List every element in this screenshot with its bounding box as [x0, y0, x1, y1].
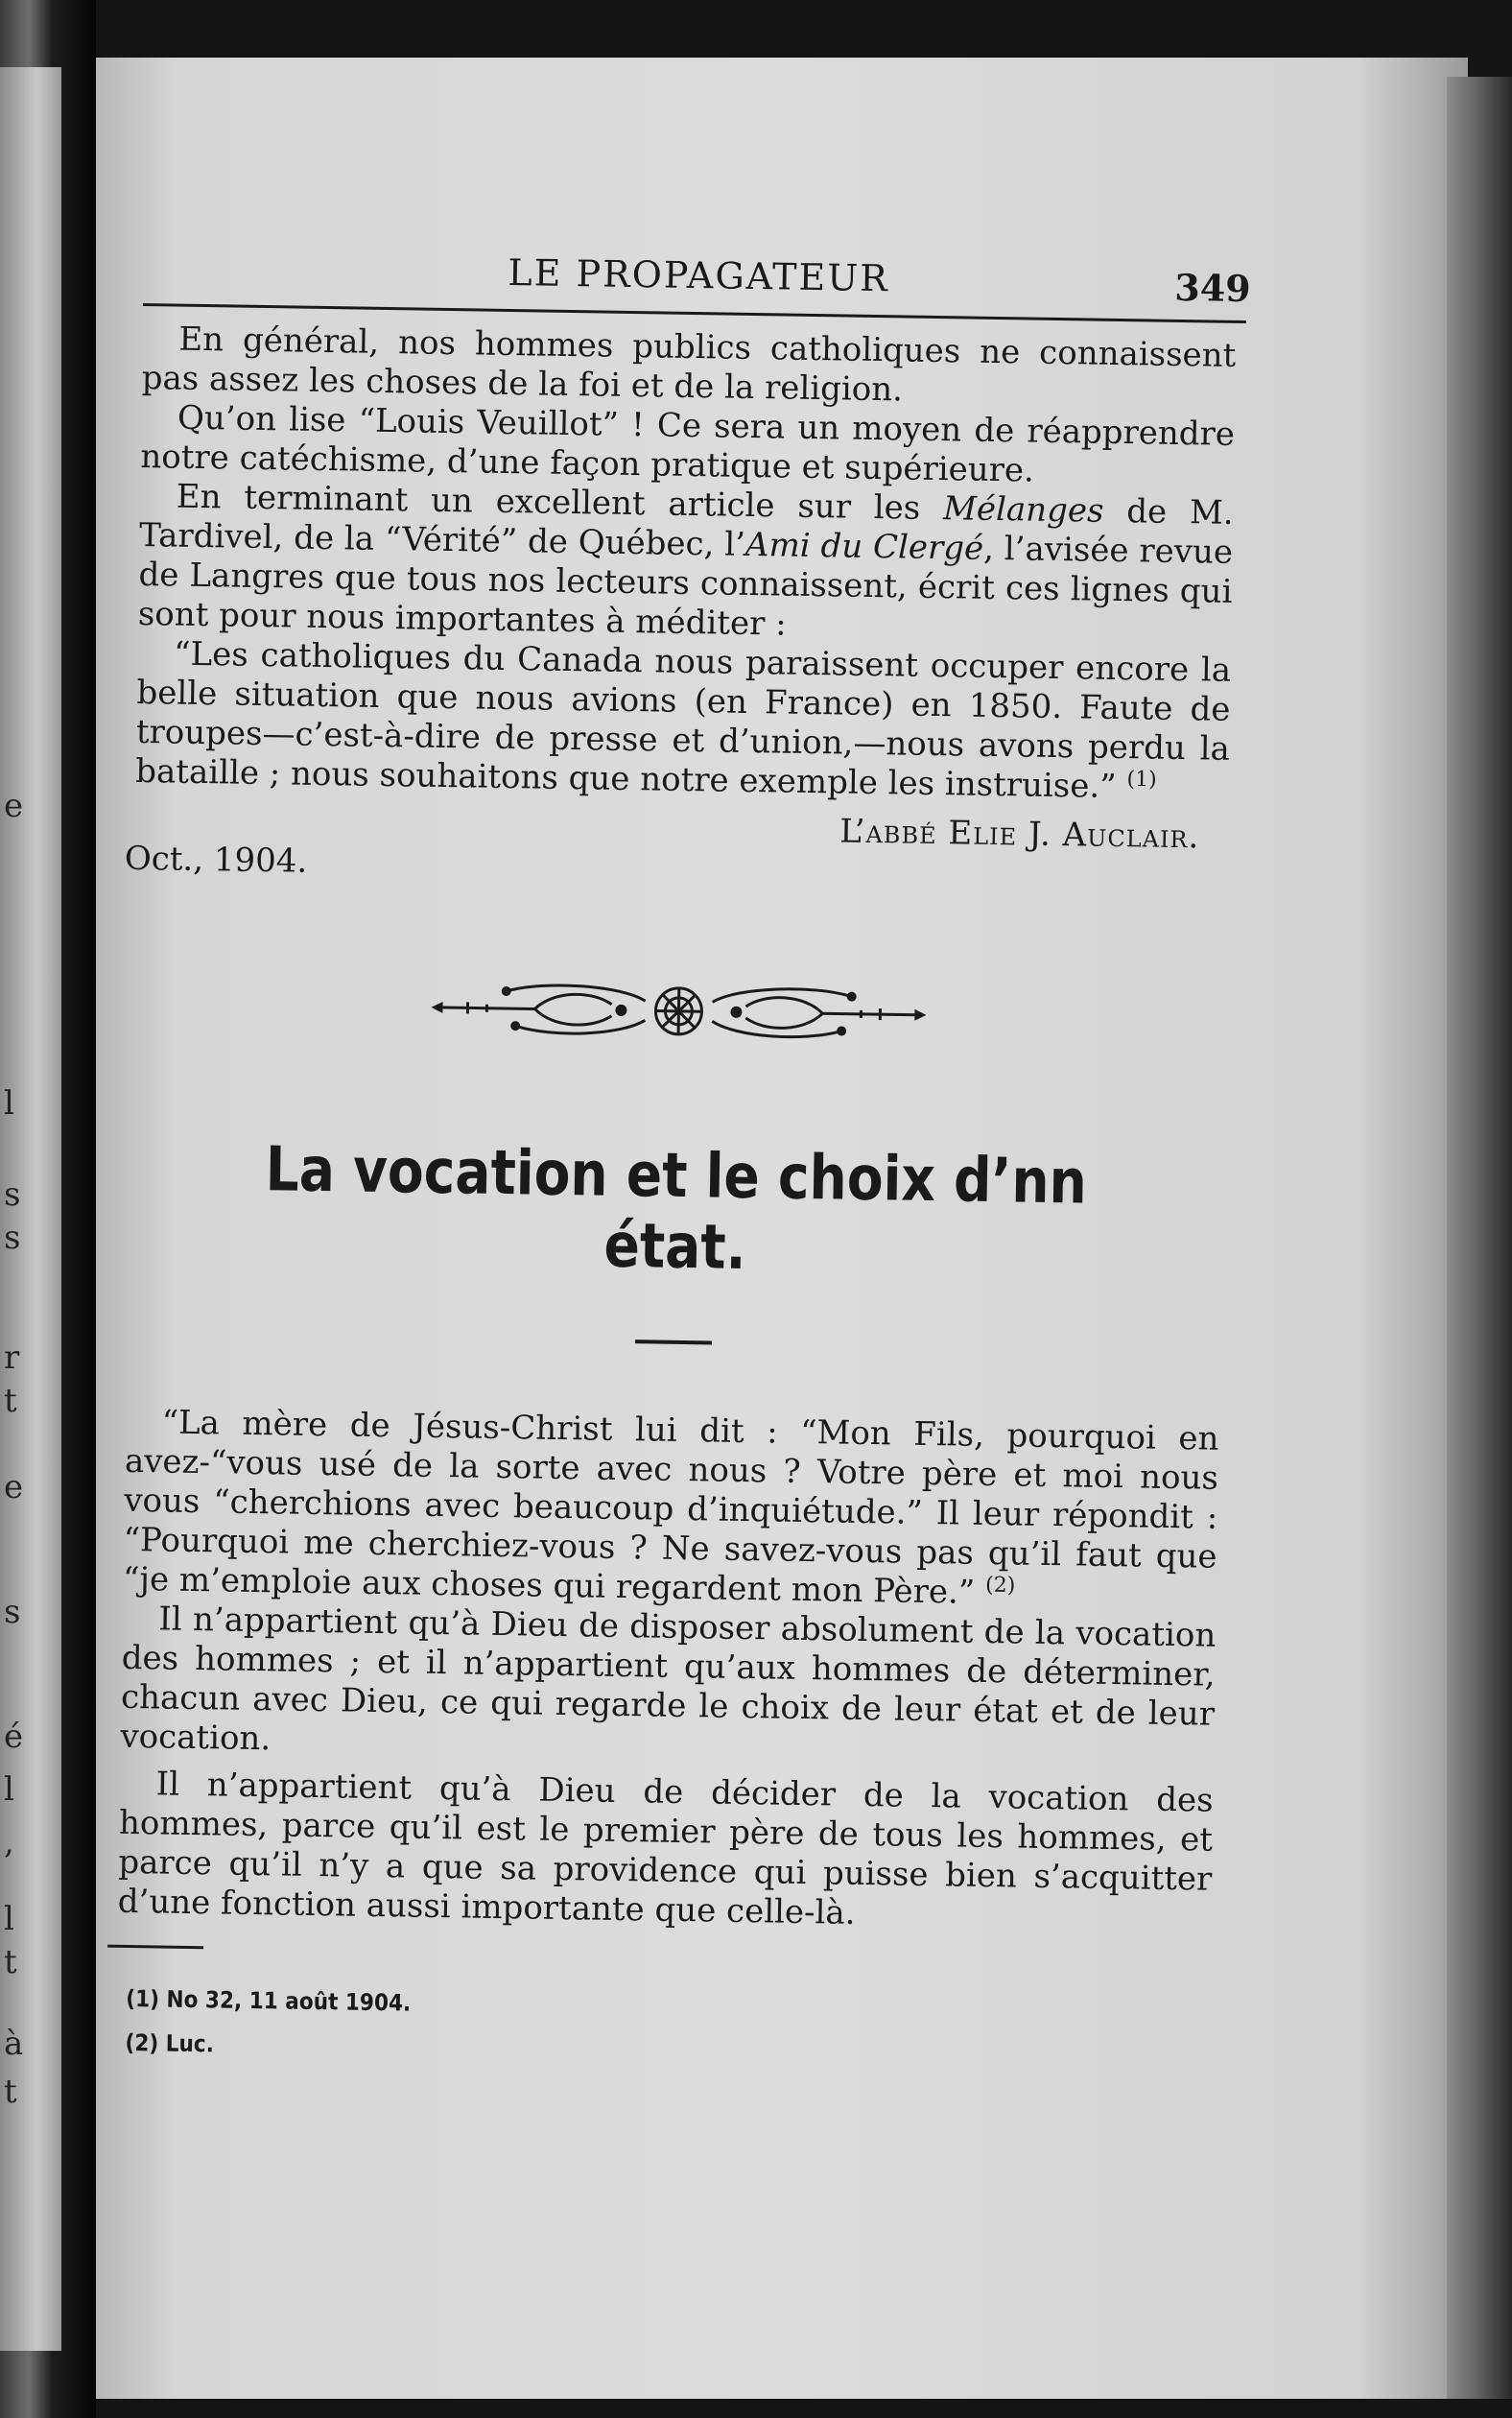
facing-page-letter: s	[4, 1219, 21, 1257]
page-number: 349	[1174, 265, 1252, 311]
facing-page-letter: t	[4, 1382, 17, 1420]
date: Oct., 1904.	[124, 839, 308, 881]
page-content	[115, 240, 1252, 2082]
running-title: LE PROPAGATEUR	[508, 250, 890, 300]
footnotes	[125, 1977, 1210, 2082]
author: L’abbé Elie J. Auclair.	[839, 812, 1200, 857]
facing-page-letter: t	[4, 2073, 17, 2111]
footnote: (1) No 32, 11 août 1904.	[125, 1984, 412, 2017]
footnote-ref: (2)	[984, 1573, 1016, 1599]
footnote: (2) Luc.	[125, 2028, 215, 2058]
facing-page-letter: e	[4, 787, 24, 825]
facing-page-letter: l	[4, 1084, 14, 1123]
quotation	[135, 634, 1231, 809]
facing-page-letter: r	[4, 1339, 20, 1377]
paragraph: Il n’appartient qu’à Dieu de décider de la vocation des hommes, parce qu’il est le premier père de tous les hommes, et parce qu’il n’y a que sa providence qui puisse bien s’acquitter d’une fonction aussi importante que celle-là.	[117, 1765, 1214, 1932]
facing-page-edge	[0, 67, 61, 2351]
facing-page-letter: é	[4, 1718, 24, 1756]
facing-page-letter: à	[4, 2025, 24, 2063]
signature-block	[124, 801, 1229, 881]
text-run: En terminant un excellent article sur les	[176, 477, 944, 529]
journal-title: Mélanges	[942, 489, 1104, 531]
facing-page-letter: l	[4, 1900, 14, 1938]
paragraph: Qu’on lise “Louis Veuillot” ! Ce sera un moyen de réapprendre notre catéchisme, d’une façon pratique et supérieure.	[140, 398, 1236, 490]
journal-title: Ami du Clergé	[744, 525, 984, 568]
title-rule	[635, 1339, 712, 1344]
facing-page-letter: e	[4, 1468, 24, 1506]
quote-text: “La mère de Jésus-Christ lui dit : “Mon Fils, pourquoi en avez-“vous usé de la sorte avec nous ? Votre père et moi nous vous “cherchions avec beaucoup d’inquiétude.” Il leur répondit : “Pourquoi me cherchiez-vous ? Ne savez-vous pas qu’il faut que “je m’emploie aux choses qui regardent mon Père.”	[122, 1403, 1219, 1612]
paragraph: Il n’appartient qu’à Dieu de disposer absolument de la vocation des hommes ; et il n’appartient qu’aux hommes de déterminer, chacun avec Dieu, ce qui regarde le choix de leur état et de leur vocation.	[120, 1600, 1217, 1759]
article-title: La vocation et le choix d’nn état.	[265, 1134, 1088, 1284]
text-run: de M. Tardivel, de la “Vérité” de Québec, l’	[138, 491, 1234, 564]
paragraph	[138, 477, 1234, 652]
facing-page-letter: t	[4, 1943, 17, 1981]
footnote-ref: (1)	[1126, 767, 1157, 793]
quote-text: “Les catholiques du Canada nous paraissent occuper encore la belle situation que nous avions (en France) en 1850. Faute de troupes—c’est-à-dire de presse et d’union,—nous avons perdu la bataille ; nous souhaitons que notre exemple les instruise.”	[134, 634, 1232, 807]
facing-page-letter: l	[4, 1770, 14, 1809]
text-run: , l’avisée revue de Langres que tous nos lecteurs connaissent, écrit ces lignes qui sont pour nous importantes à méditer :	[137, 529, 1234, 644]
facing-page-letter: s	[4, 1175, 21, 1214]
quotation	[123, 1403, 1219, 1617]
page-right-edge	[1447, 77, 1512, 2399]
ornament-divider	[131, 964, 1226, 1058]
scroll-ornament-icon	[429, 969, 929, 1054]
previous-article-end	[124, 320, 1237, 881]
paragraph: En général, nos hommes publics catholiques ne connaissent pas assez les choses de la foi et de la religion.	[141, 320, 1237, 410]
article-body	[117, 1403, 1218, 1939]
facing-page-letter: ,	[4, 1823, 14, 1861]
facing-page-letter: s	[4, 1593, 21, 1631]
footnote-rule	[107, 1945, 203, 1950]
